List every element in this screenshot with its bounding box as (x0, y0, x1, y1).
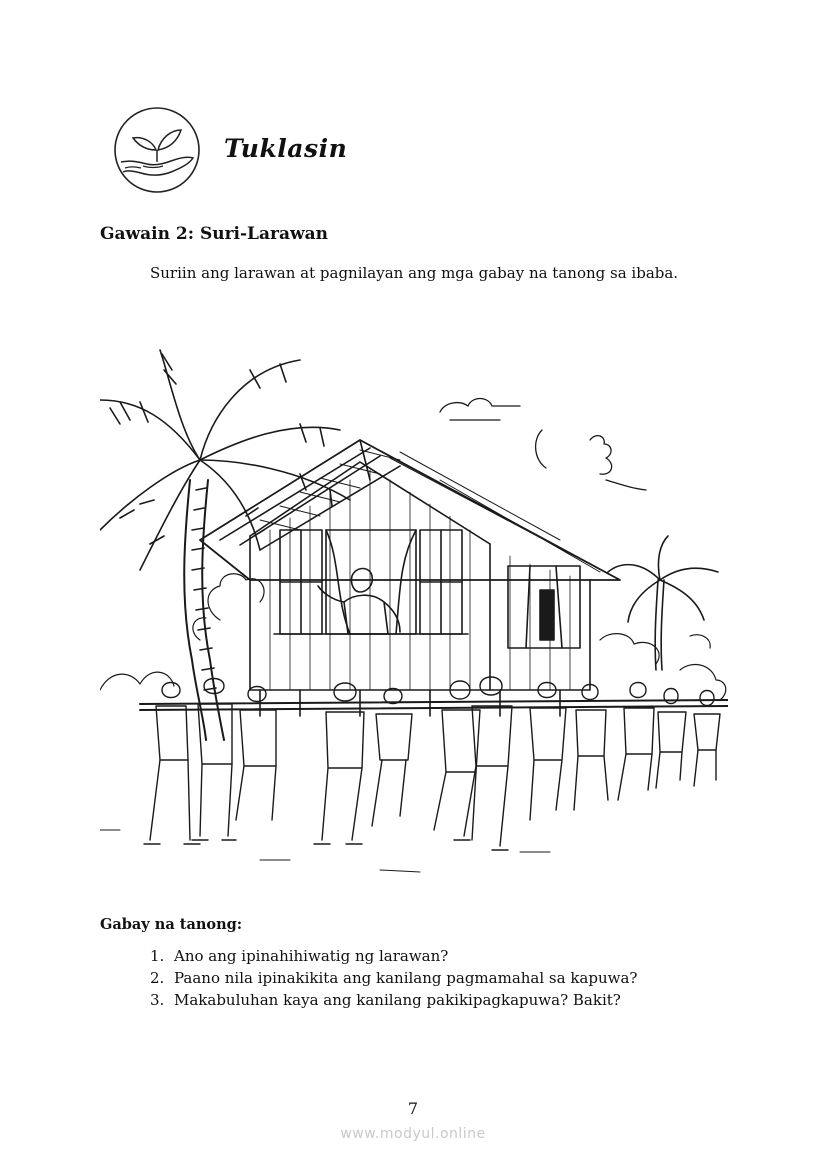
page-number: 7 (407, 1099, 419, 1118)
nipa-house (200, 440, 620, 716)
activity-instruction: Suriin ang larawan at pagnilayan ang mga gabay na tanong sa ibaba. (150, 264, 679, 282)
guide-questions-list (150, 945, 637, 1011)
activity-title: Gawain 2: Suri-Larawan (100, 224, 328, 244)
cloud-icon (440, 399, 646, 491)
seedling-in-hand-icon (113, 106, 201, 194)
palm-tree-icon (608, 536, 718, 670)
bayanihan-illustration (100, 340, 728, 885)
bushes (100, 574, 726, 700)
watermark: www.modyul.online (340, 1126, 486, 1142)
list-item: 3. Makabuluhan kaya ang kanilang pakikipagkapuwa? Bakit? (150, 991, 621, 1009)
guide-questions-heading: Gabay na tanong: (100, 916, 243, 933)
list-item: 2. Paano nila ipinakikita ang kanilang pagmamahal sa kapuwa? (150, 969, 638, 987)
ground (100, 830, 550, 872)
list-item: 1. Ano ang ipinahihiwatig ng larawan? (150, 947, 449, 965)
section-title: Tuklasin (224, 134, 348, 163)
